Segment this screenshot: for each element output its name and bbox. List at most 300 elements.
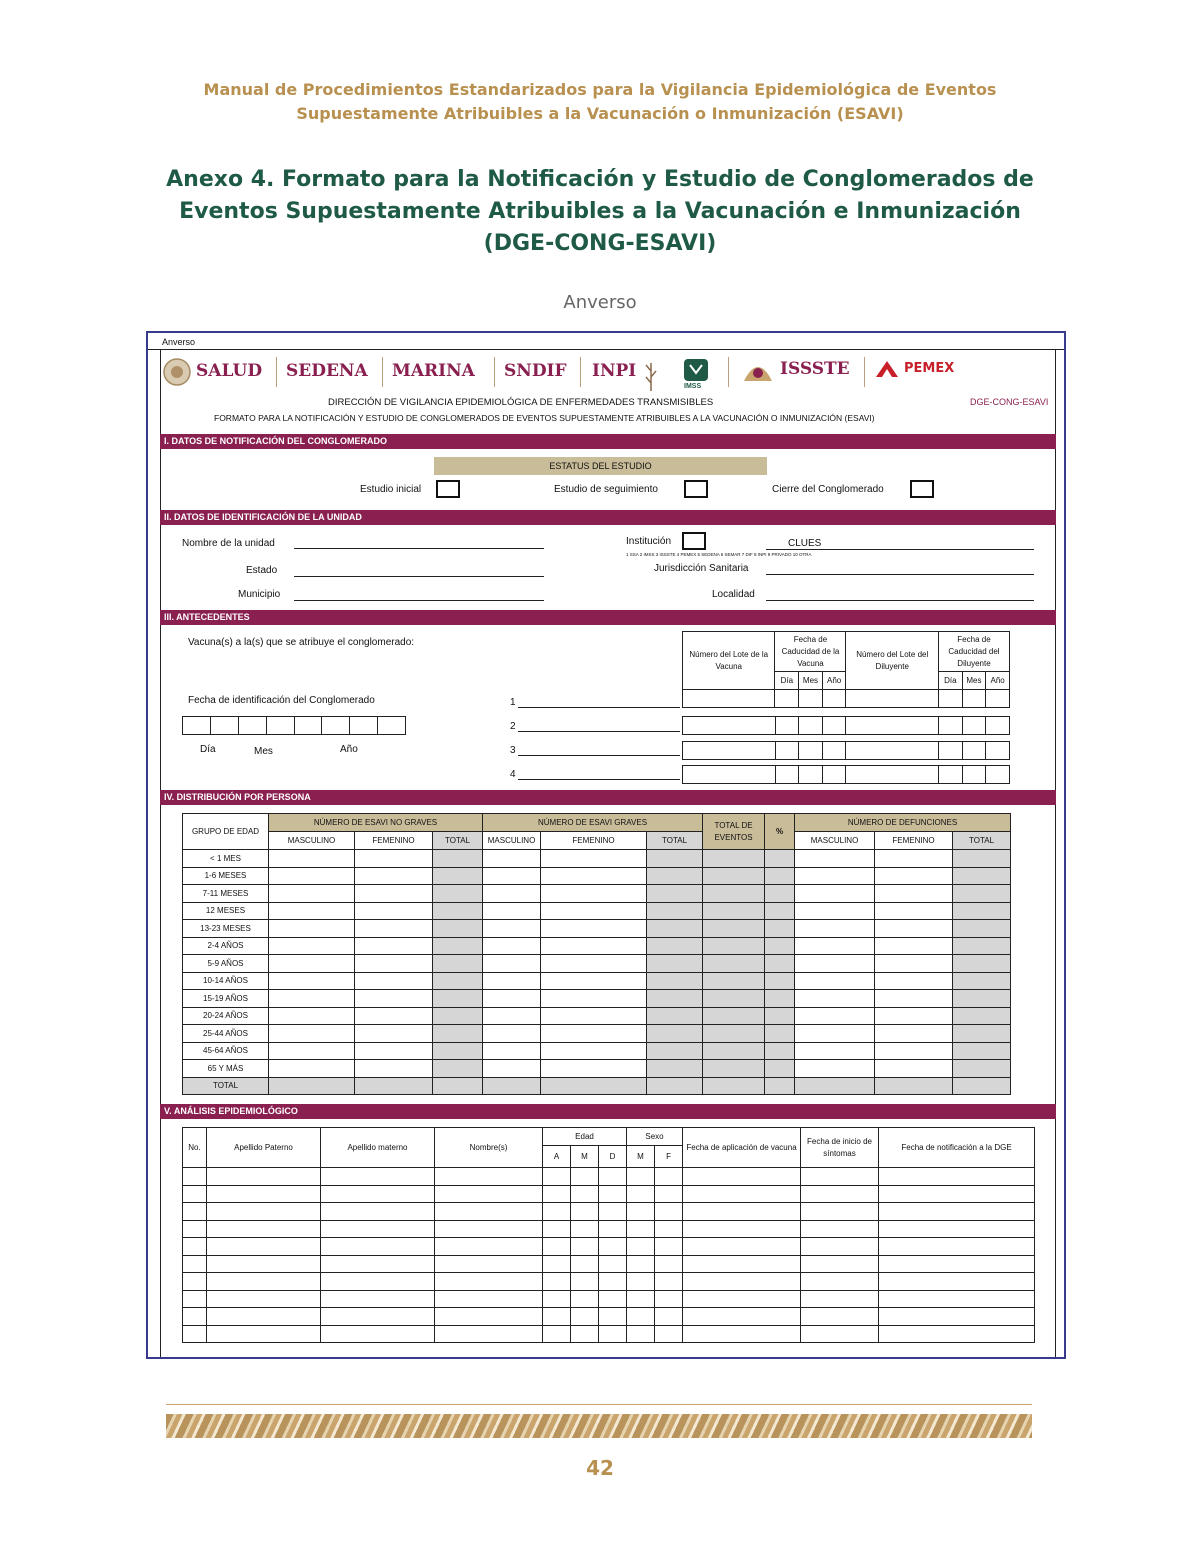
count-cell[interactable] bbox=[795, 920, 875, 938]
count-cell[interactable] bbox=[765, 1025, 795, 1043]
analysis-cell[interactable] bbox=[207, 1185, 321, 1203]
analysis-cell[interactable] bbox=[879, 1168, 1035, 1186]
lot-cell[interactable] bbox=[822, 766, 846, 784]
field-vaccine-3[interactable] bbox=[518, 755, 680, 756]
analysis-cell[interactable] bbox=[435, 1273, 543, 1291]
analysis-cell[interactable] bbox=[627, 1255, 655, 1273]
analysis-cell[interactable] bbox=[571, 1273, 599, 1291]
count-cell[interactable] bbox=[875, 1060, 953, 1078]
count-cell[interactable] bbox=[953, 1007, 1011, 1025]
analysis-cell[interactable] bbox=[571, 1308, 599, 1326]
analysis-cell[interactable] bbox=[683, 1255, 801, 1273]
count-cell[interactable] bbox=[953, 972, 1011, 990]
count-cell[interactable] bbox=[355, 972, 433, 990]
lot-cell[interactable] bbox=[938, 690, 962, 708]
lot-cell[interactable] bbox=[938, 717, 962, 735]
count-cell[interactable] bbox=[483, 972, 541, 990]
analysis-cell[interactable] bbox=[571, 1185, 599, 1203]
count-cell[interactable] bbox=[703, 990, 765, 1008]
analysis-cell[interactable] bbox=[879, 1290, 1035, 1308]
lot-cell[interactable] bbox=[683, 690, 775, 708]
count-cell[interactable] bbox=[483, 885, 541, 903]
count-cell[interactable] bbox=[795, 850, 875, 868]
count-cell[interactable] bbox=[765, 955, 795, 973]
count-cell[interactable] bbox=[953, 902, 1011, 920]
date-box[interactable] bbox=[266, 717, 294, 735]
field-unit-name[interactable] bbox=[294, 548, 544, 549]
lot-cell[interactable] bbox=[775, 742, 799, 760]
analysis-cell[interactable] bbox=[599, 1273, 627, 1291]
analysis-cell[interactable] bbox=[627, 1238, 655, 1256]
count-cell[interactable] bbox=[647, 885, 703, 903]
count-cell[interactable] bbox=[703, 920, 765, 938]
analysis-cell[interactable] bbox=[435, 1220, 543, 1238]
count-cell[interactable] bbox=[483, 990, 541, 1008]
count-cell[interactable] bbox=[355, 990, 433, 1008]
analysis-cell[interactable] bbox=[321, 1308, 435, 1326]
lot-cell[interactable] bbox=[846, 717, 939, 735]
checkbox-followup-study[interactable] bbox=[684, 480, 708, 498]
count-cell[interactable] bbox=[875, 1007, 953, 1025]
lot-cell[interactable] bbox=[775, 690, 799, 708]
count-cell[interactable] bbox=[483, 1042, 541, 1060]
count-cell[interactable] bbox=[703, 955, 765, 973]
count-cell[interactable] bbox=[765, 972, 795, 990]
count-cell[interactable] bbox=[765, 920, 795, 938]
count-cell[interactable] bbox=[795, 1007, 875, 1025]
count-cell[interactable] bbox=[269, 1060, 355, 1078]
count-cell[interactable] bbox=[355, 920, 433, 938]
field-vaccine-1[interactable] bbox=[518, 707, 680, 708]
count-cell[interactable] bbox=[269, 955, 355, 973]
date-box[interactable] bbox=[183, 717, 211, 735]
analysis-cell[interactable] bbox=[207, 1290, 321, 1308]
count-cell[interactable] bbox=[795, 990, 875, 1008]
analysis-cell[interactable] bbox=[599, 1238, 627, 1256]
analysis-cell[interactable] bbox=[627, 1203, 655, 1221]
count-cell[interactable] bbox=[433, 1042, 483, 1060]
analysis-cell[interactable] bbox=[543, 1325, 571, 1343]
count-cell[interactable] bbox=[433, 937, 483, 955]
analysis-cell[interactable] bbox=[571, 1255, 599, 1273]
count-cell[interactable] bbox=[765, 902, 795, 920]
analysis-cell[interactable] bbox=[435, 1185, 543, 1203]
lot-cell[interactable] bbox=[962, 690, 986, 708]
count-cell[interactable] bbox=[483, 955, 541, 973]
analysis-cell[interactable] bbox=[879, 1255, 1035, 1273]
analysis-cell[interactable] bbox=[207, 1220, 321, 1238]
count-cell[interactable] bbox=[433, 1007, 483, 1025]
analysis-cell[interactable] bbox=[183, 1220, 207, 1238]
analysis-cell[interactable] bbox=[543, 1185, 571, 1203]
analysis-cell[interactable] bbox=[435, 1290, 543, 1308]
count-cell[interactable] bbox=[953, 885, 1011, 903]
date-box[interactable] bbox=[350, 717, 378, 735]
lot-cell[interactable] bbox=[799, 690, 823, 708]
count-cell[interactable] bbox=[541, 1077, 647, 1095]
lot-cell[interactable] bbox=[986, 766, 1010, 784]
analysis-cell[interactable] bbox=[683, 1185, 801, 1203]
count-cell[interactable] bbox=[795, 885, 875, 903]
count-cell[interactable] bbox=[269, 867, 355, 885]
lot-cell[interactable] bbox=[938, 766, 962, 784]
analysis-cell[interactable] bbox=[321, 1255, 435, 1273]
analysis-cell[interactable] bbox=[321, 1273, 435, 1291]
analysis-cell[interactable] bbox=[435, 1203, 543, 1221]
count-cell[interactable] bbox=[875, 902, 953, 920]
count-cell[interactable] bbox=[433, 850, 483, 868]
count-cell[interactable] bbox=[355, 885, 433, 903]
analysis-cell[interactable] bbox=[879, 1325, 1035, 1343]
analysis-cell[interactable] bbox=[543, 1238, 571, 1256]
count-cell[interactable] bbox=[355, 902, 433, 920]
analysis-cell[interactable] bbox=[571, 1168, 599, 1186]
count-cell[interactable] bbox=[269, 902, 355, 920]
analysis-cell[interactable] bbox=[207, 1255, 321, 1273]
analysis-cell[interactable] bbox=[879, 1185, 1035, 1203]
analysis-cell[interactable] bbox=[571, 1238, 599, 1256]
count-cell[interactable] bbox=[355, 955, 433, 973]
count-cell[interactable] bbox=[541, 1007, 647, 1025]
count-cell[interactable] bbox=[765, 1077, 795, 1095]
count-cell[interactable] bbox=[433, 902, 483, 920]
count-cell[interactable] bbox=[765, 1007, 795, 1025]
count-cell[interactable] bbox=[433, 1077, 483, 1095]
count-cell[interactable] bbox=[483, 1007, 541, 1025]
analysis-cell[interactable] bbox=[599, 1185, 627, 1203]
count-cell[interactable] bbox=[541, 920, 647, 938]
analysis-cell[interactable] bbox=[655, 1220, 683, 1238]
count-cell[interactable] bbox=[765, 1060, 795, 1078]
analysis-cell[interactable] bbox=[801, 1168, 879, 1186]
count-cell[interactable] bbox=[269, 1007, 355, 1025]
analysis-cell[interactable] bbox=[655, 1238, 683, 1256]
analysis-cell[interactable] bbox=[321, 1325, 435, 1343]
count-cell[interactable] bbox=[875, 1042, 953, 1060]
count-cell[interactable] bbox=[541, 937, 647, 955]
count-cell[interactable] bbox=[541, 955, 647, 973]
count-cell[interactable] bbox=[541, 1025, 647, 1043]
count-cell[interactable] bbox=[647, 920, 703, 938]
lot-cell[interactable] bbox=[822, 742, 846, 760]
count-cell[interactable] bbox=[953, 1042, 1011, 1060]
field-clues[interactable] bbox=[766, 549, 1034, 550]
analysis-cell[interactable] bbox=[683, 1290, 801, 1308]
count-cell[interactable] bbox=[483, 1025, 541, 1043]
analysis-cell[interactable] bbox=[627, 1308, 655, 1326]
checkbox-institution[interactable] bbox=[682, 532, 706, 550]
count-cell[interactable] bbox=[953, 920, 1011, 938]
analysis-cell[interactable] bbox=[655, 1273, 683, 1291]
analysis-cell[interactable] bbox=[801, 1203, 879, 1221]
count-cell[interactable] bbox=[875, 937, 953, 955]
analysis-cell[interactable] bbox=[183, 1255, 207, 1273]
count-cell[interactable] bbox=[269, 937, 355, 955]
analysis-cell[interactable] bbox=[683, 1308, 801, 1326]
lot-cell[interactable] bbox=[683, 766, 776, 784]
count-cell[interactable] bbox=[355, 1025, 433, 1043]
analysis-cell[interactable] bbox=[801, 1325, 879, 1343]
count-cell[interactable] bbox=[765, 937, 795, 955]
count-cell[interactable] bbox=[483, 920, 541, 938]
date-box[interactable] bbox=[210, 717, 238, 735]
analysis-cell[interactable] bbox=[627, 1185, 655, 1203]
count-cell[interactable] bbox=[703, 867, 765, 885]
analysis-cell[interactable] bbox=[207, 1238, 321, 1256]
field-vaccine-4[interactable] bbox=[518, 779, 680, 780]
count-cell[interactable] bbox=[795, 902, 875, 920]
count-cell[interactable] bbox=[433, 920, 483, 938]
analysis-cell[interactable] bbox=[207, 1273, 321, 1291]
count-cell[interactable] bbox=[433, 885, 483, 903]
analysis-cell[interactable] bbox=[543, 1255, 571, 1273]
analysis-cell[interactable] bbox=[435, 1325, 543, 1343]
count-cell[interactable] bbox=[647, 1077, 703, 1095]
analysis-cell[interactable] bbox=[655, 1308, 683, 1326]
lot-cell[interactable] bbox=[962, 766, 986, 784]
analysis-cell[interactable] bbox=[183, 1238, 207, 1256]
lot-cell[interactable] bbox=[799, 717, 823, 735]
analysis-cell[interactable] bbox=[321, 1185, 435, 1203]
count-cell[interactable] bbox=[703, 885, 765, 903]
count-cell[interactable] bbox=[433, 1025, 483, 1043]
count-cell[interactable] bbox=[433, 990, 483, 1008]
count-cell[interactable] bbox=[795, 1077, 875, 1095]
count-cell[interactable] bbox=[541, 972, 647, 990]
count-cell[interactable] bbox=[647, 972, 703, 990]
count-cell[interactable] bbox=[703, 1077, 765, 1095]
analysis-cell[interactable] bbox=[599, 1290, 627, 1308]
count-cell[interactable] bbox=[765, 1042, 795, 1060]
count-cell[interactable] bbox=[269, 850, 355, 868]
analysis-cell[interactable] bbox=[627, 1273, 655, 1291]
lot-cell[interactable] bbox=[775, 717, 799, 735]
analysis-cell[interactable] bbox=[599, 1220, 627, 1238]
lot-cell[interactable] bbox=[962, 717, 986, 735]
count-cell[interactable] bbox=[647, 1007, 703, 1025]
count-cell[interactable] bbox=[355, 1042, 433, 1060]
lot-cell[interactable] bbox=[986, 690, 1010, 708]
date-box[interactable] bbox=[294, 717, 322, 735]
count-cell[interactable] bbox=[647, 937, 703, 955]
count-cell[interactable] bbox=[875, 885, 953, 903]
analysis-cell[interactable] bbox=[801, 1273, 879, 1291]
analysis-cell[interactable] bbox=[321, 1220, 435, 1238]
count-cell[interactable] bbox=[703, 1060, 765, 1078]
analysis-cell[interactable] bbox=[543, 1290, 571, 1308]
count-cell[interactable] bbox=[647, 850, 703, 868]
analysis-cell[interactable] bbox=[183, 1185, 207, 1203]
lot-cell[interactable] bbox=[986, 742, 1010, 760]
analysis-cell[interactable] bbox=[627, 1290, 655, 1308]
analysis-cell[interactable] bbox=[599, 1168, 627, 1186]
count-cell[interactable] bbox=[647, 1060, 703, 1078]
lot-cell[interactable] bbox=[846, 690, 938, 708]
analysis-cell[interactable] bbox=[321, 1203, 435, 1221]
lot-cell[interactable] bbox=[822, 717, 846, 735]
analysis-cell[interactable] bbox=[801, 1255, 879, 1273]
analysis-cell[interactable] bbox=[683, 1238, 801, 1256]
count-cell[interactable] bbox=[355, 1077, 433, 1095]
analysis-cell[interactable] bbox=[655, 1203, 683, 1221]
count-cell[interactable] bbox=[355, 850, 433, 868]
field-state[interactable] bbox=[294, 576, 544, 577]
lot-cell[interactable] bbox=[938, 742, 962, 760]
analysis-cell[interactable] bbox=[183, 1273, 207, 1291]
count-cell[interactable] bbox=[703, 902, 765, 920]
analysis-cell[interactable] bbox=[543, 1308, 571, 1326]
count-cell[interactable] bbox=[795, 1060, 875, 1078]
count-cell[interactable] bbox=[483, 867, 541, 885]
analysis-cell[interactable] bbox=[683, 1203, 801, 1221]
count-cell[interactable] bbox=[541, 902, 647, 920]
lot-cell[interactable] bbox=[683, 742, 776, 760]
count-cell[interactable] bbox=[647, 867, 703, 885]
checkbox-initial-study[interactable] bbox=[436, 480, 460, 498]
count-cell[interactable] bbox=[795, 1025, 875, 1043]
count-cell[interactable] bbox=[795, 972, 875, 990]
field-municipality[interactable] bbox=[294, 600, 544, 601]
analysis-cell[interactable] bbox=[543, 1220, 571, 1238]
analysis-cell[interactable] bbox=[207, 1308, 321, 1326]
count-cell[interactable] bbox=[269, 885, 355, 903]
analysis-cell[interactable] bbox=[207, 1203, 321, 1221]
count-cell[interactable] bbox=[765, 885, 795, 903]
analysis-cell[interactable] bbox=[543, 1168, 571, 1186]
count-cell[interactable] bbox=[355, 1060, 433, 1078]
analysis-cell[interactable] bbox=[207, 1168, 321, 1186]
analysis-cell[interactable] bbox=[599, 1308, 627, 1326]
count-cell[interactable] bbox=[953, 1025, 1011, 1043]
count-cell[interactable] bbox=[703, 972, 765, 990]
count-cell[interactable] bbox=[541, 990, 647, 1008]
analysis-cell[interactable] bbox=[599, 1203, 627, 1221]
count-cell[interactable] bbox=[953, 1077, 1011, 1095]
count-cell[interactable] bbox=[953, 867, 1011, 885]
lot-cell[interactable] bbox=[822, 690, 846, 708]
count-cell[interactable] bbox=[433, 867, 483, 885]
count-cell[interactable] bbox=[703, 937, 765, 955]
analysis-cell[interactable] bbox=[683, 1273, 801, 1291]
count-cell[interactable] bbox=[875, 1077, 953, 1095]
count-cell[interactable] bbox=[483, 902, 541, 920]
count-cell[interactable] bbox=[269, 1077, 355, 1095]
lot-cell[interactable] bbox=[846, 742, 939, 760]
count-cell[interactable] bbox=[875, 990, 953, 1008]
count-cell[interactable] bbox=[269, 1042, 355, 1060]
analysis-cell[interactable] bbox=[543, 1203, 571, 1221]
analysis-cell[interactable] bbox=[655, 1168, 683, 1186]
analysis-cell[interactable] bbox=[879, 1238, 1035, 1256]
date-box[interactable] bbox=[238, 717, 266, 735]
analysis-cell[interactable] bbox=[801, 1185, 879, 1203]
checkbox-closure[interactable] bbox=[910, 480, 934, 498]
analysis-cell[interactable] bbox=[627, 1168, 655, 1186]
count-cell[interactable] bbox=[541, 1042, 647, 1060]
count-cell[interactable] bbox=[795, 955, 875, 973]
count-cell[interactable] bbox=[953, 990, 1011, 1008]
count-cell[interactable] bbox=[703, 1042, 765, 1060]
count-cell[interactable] bbox=[483, 937, 541, 955]
analysis-cell[interactable] bbox=[683, 1220, 801, 1238]
count-cell[interactable] bbox=[647, 955, 703, 973]
count-cell[interactable] bbox=[647, 990, 703, 1008]
count-cell[interactable] bbox=[269, 990, 355, 1008]
count-cell[interactable] bbox=[953, 1060, 1011, 1078]
count-cell[interactable] bbox=[953, 955, 1011, 973]
analysis-cell[interactable] bbox=[183, 1308, 207, 1326]
analysis-cell[interactable] bbox=[435, 1238, 543, 1256]
count-cell[interactable] bbox=[647, 1025, 703, 1043]
count-cell[interactable] bbox=[953, 937, 1011, 955]
analysis-cell[interactable] bbox=[655, 1185, 683, 1203]
analysis-cell[interactable] bbox=[879, 1308, 1035, 1326]
analysis-cell[interactable] bbox=[571, 1290, 599, 1308]
analysis-cell[interactable] bbox=[435, 1308, 543, 1326]
analysis-cell[interactable] bbox=[599, 1255, 627, 1273]
count-cell[interactable] bbox=[269, 972, 355, 990]
count-cell[interactable] bbox=[703, 1007, 765, 1025]
analysis-cell[interactable] bbox=[321, 1290, 435, 1308]
count-cell[interactable] bbox=[355, 1007, 433, 1025]
count-cell[interactable] bbox=[875, 850, 953, 868]
field-vaccine-2[interactable] bbox=[518, 731, 680, 732]
date-box[interactable] bbox=[322, 717, 350, 735]
lot-cell[interactable] bbox=[799, 742, 823, 760]
analysis-cell[interactable] bbox=[655, 1255, 683, 1273]
analysis-cell[interactable] bbox=[435, 1255, 543, 1273]
analysis-cell[interactable] bbox=[599, 1325, 627, 1343]
analysis-cell[interactable] bbox=[207, 1325, 321, 1343]
count-cell[interactable] bbox=[541, 885, 647, 903]
count-cell[interactable] bbox=[433, 972, 483, 990]
count-cell[interactable] bbox=[433, 1060, 483, 1078]
lot-cell[interactable] bbox=[683, 717, 776, 735]
count-cell[interactable] bbox=[875, 867, 953, 885]
analysis-cell[interactable] bbox=[801, 1308, 879, 1326]
analysis-cell[interactable] bbox=[879, 1273, 1035, 1291]
analysis-cell[interactable] bbox=[183, 1203, 207, 1221]
count-cell[interactable] bbox=[541, 1060, 647, 1078]
analysis-cell[interactable] bbox=[683, 1325, 801, 1343]
count-cell[interactable] bbox=[269, 920, 355, 938]
count-cell[interactable] bbox=[541, 867, 647, 885]
analysis-cell[interactable] bbox=[655, 1290, 683, 1308]
analysis-cell[interactable] bbox=[571, 1220, 599, 1238]
count-cell[interactable] bbox=[875, 955, 953, 973]
count-cell[interactable] bbox=[355, 867, 433, 885]
lot-cell[interactable] bbox=[846, 766, 939, 784]
analysis-cell[interactable] bbox=[321, 1238, 435, 1256]
count-cell[interactable] bbox=[269, 1025, 355, 1043]
count-cell[interactable] bbox=[953, 850, 1011, 868]
field-locality[interactable] bbox=[766, 600, 1034, 601]
analysis-cell[interactable] bbox=[627, 1220, 655, 1238]
analysis-cell[interactable] bbox=[879, 1203, 1035, 1221]
analysis-cell[interactable] bbox=[627, 1325, 655, 1343]
count-cell[interactable] bbox=[795, 937, 875, 955]
lot-cell[interactable] bbox=[986, 717, 1010, 735]
count-cell[interactable] bbox=[795, 867, 875, 885]
count-cell[interactable] bbox=[483, 1060, 541, 1078]
analysis-cell[interactable] bbox=[321, 1168, 435, 1186]
analysis-cell[interactable] bbox=[183, 1168, 207, 1186]
lot-cell[interactable] bbox=[962, 742, 986, 760]
analysis-cell[interactable] bbox=[183, 1325, 207, 1343]
count-cell[interactable] bbox=[541, 850, 647, 868]
analysis-cell[interactable] bbox=[683, 1168, 801, 1186]
count-cell[interactable] bbox=[647, 902, 703, 920]
